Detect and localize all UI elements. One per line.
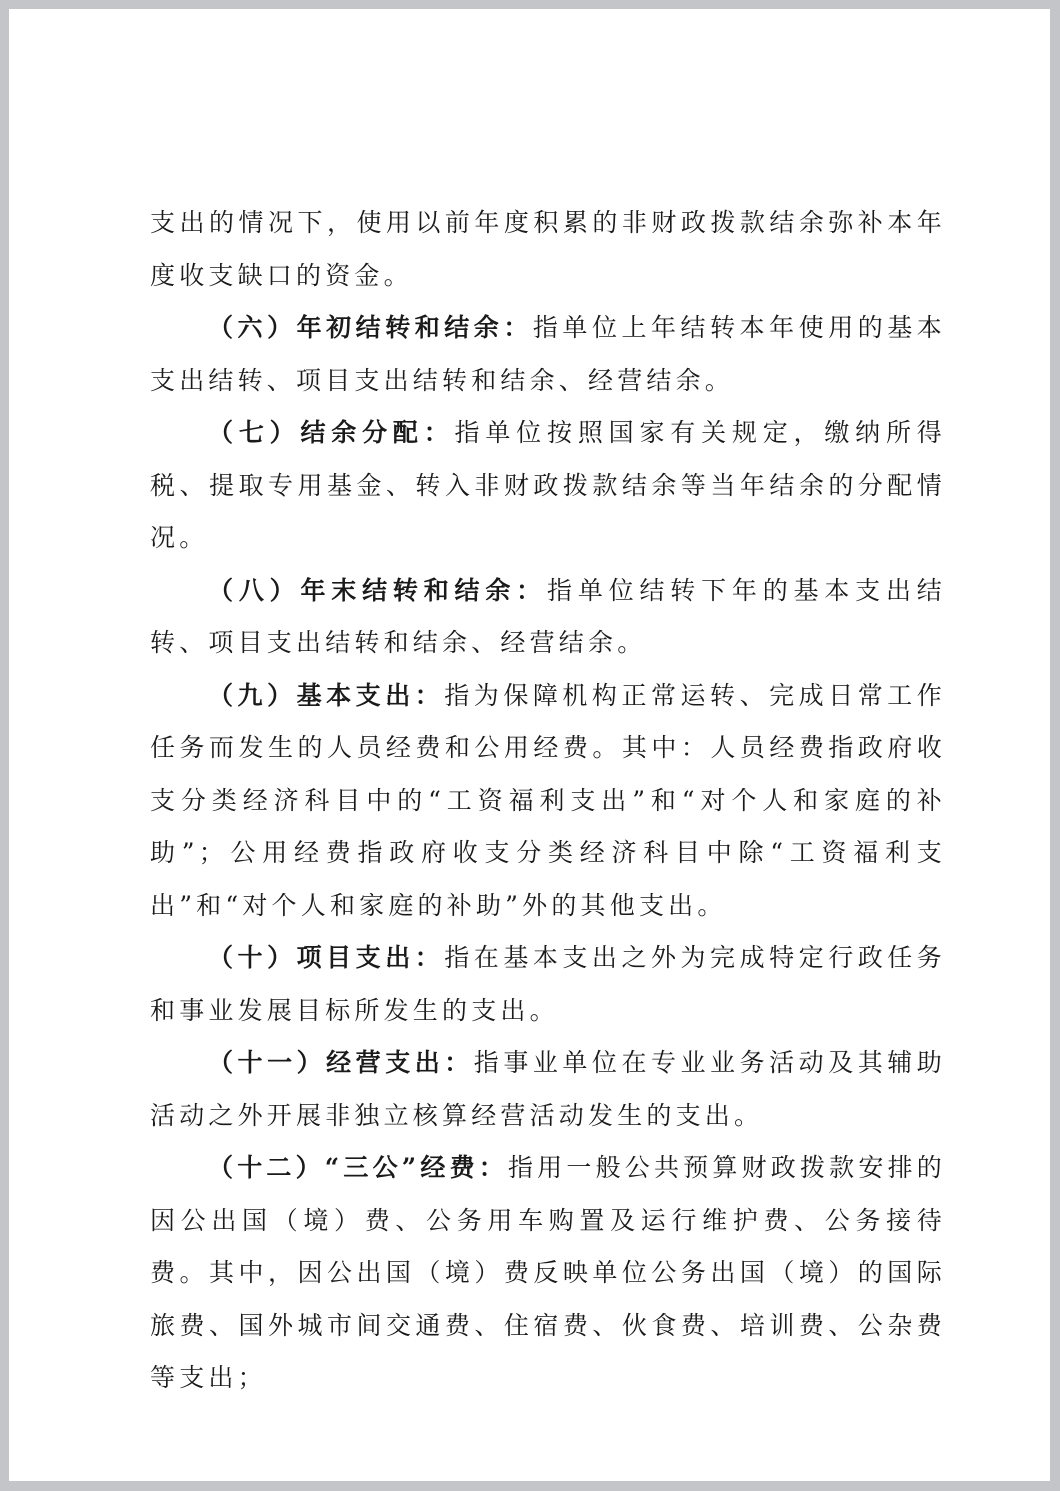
paragraph-three-public-expenses xyxy=(150,1142,946,1405)
term-heading: （十二）“三公”经费： xyxy=(208,1153,508,1182)
paragraph-project-expenditure xyxy=(150,932,946,1037)
paragraph-text: 指事业单位在专业业务活动及其辅助活动之外开展非独立核算经营活动发生的支出。 xyxy=(150,1048,946,1130)
paragraph-text: 指单位按照国家有关规定，缴纳所得税、提取专用基金、转入非财政拨款结余等当年结余的分配情况。 xyxy=(150,418,947,552)
paragraph-text: 支出的情况下，使用以前年度积累的非财政拨款结余弥补本年度收支缺口的资金。 xyxy=(150,208,946,290)
term-heading: （八）年末结转和结余： xyxy=(208,575,547,605)
paragraph-text: 指单位结转下年的基本支出结转、项目支出结转和结余、经营结余。 xyxy=(150,575,947,657)
term-heading: （九）基本支出： xyxy=(208,680,445,710)
paragraph-text: 指用一般公共预算财政拨款安排的因公出国（境）费、公务用车购置及运行维护费、公务接待费。其中，因公出国（境）费反映单位公务出国（境）的国际旅费、国外城市间交通费、住宿费、伙食费、培训费、公杂费等支出； xyxy=(150,1153,946,1392)
paragraph-continuation xyxy=(150,197,946,302)
paragraph-basic-expenditure xyxy=(150,670,946,933)
document-body xyxy=(150,197,946,1405)
paragraph-operating-expenditure xyxy=(150,1037,946,1142)
paragraph-ending-balance xyxy=(150,565,946,670)
paragraph-text: 指在基本支出之外为完成特定行政任务和事业发展目标所发生的支出。 xyxy=(150,943,946,1025)
document-page xyxy=(9,9,1050,1481)
paragraph-surplus-distribution xyxy=(150,407,946,565)
term-heading: （六）年初结转和结余： xyxy=(208,313,533,342)
paragraph-beginning-balance xyxy=(150,302,946,407)
term-heading: （七）结余分配： xyxy=(208,418,455,447)
term-heading: （十一）经营支出： xyxy=(208,1048,474,1077)
paragraph-text: 指为保障机构正常运转、完成日常工作任务而发生的人员经费和公用经费。其中：人员经费指政府收支分类经济科目中的“工资福利支出”和“对个人和家庭的补助”；公用经费指政府收支分类经济科目中除“工资福利支出”和“对个人和家庭的补助”外的其他支出。 xyxy=(150,680,946,920)
term-heading: （十）项目支出： xyxy=(208,943,445,972)
paragraph-text: 指单位上年结转本年使用的基本支出结转、项目支出结转和结余、经营结余。 xyxy=(150,313,947,395)
